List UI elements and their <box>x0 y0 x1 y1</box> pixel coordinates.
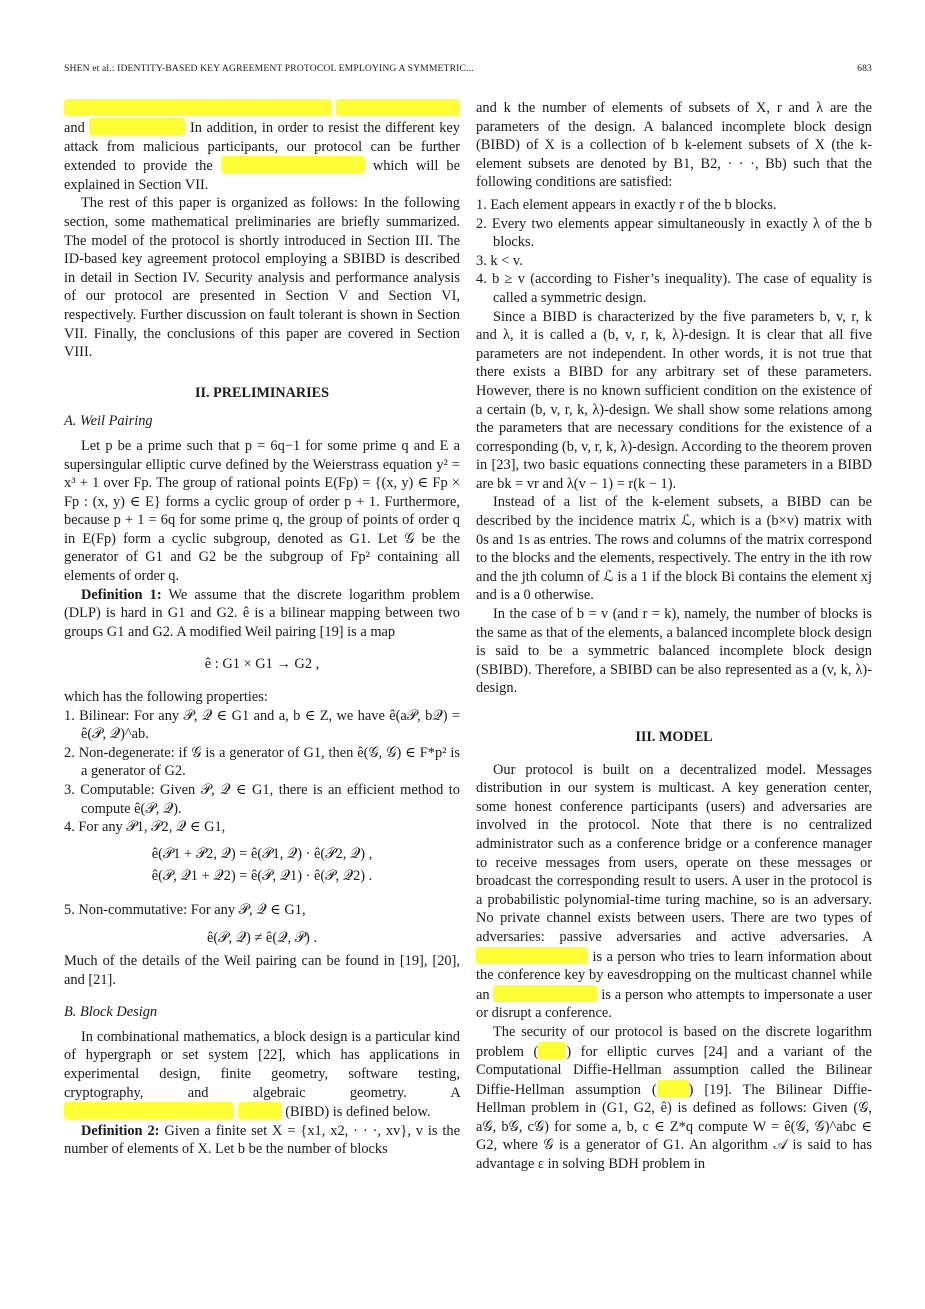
condition-1: 1. Each element appears in exactly r of the b blocks. <box>476 196 777 213</box>
highlight-mark <box>493 985 597 1002</box>
model-text: Our protocol is built on a decentralized model. Messages distribution in our system is multicast. A key generation center, some honest conference participants (users) and adversaries are involved in the protocol. Note that there is no centralized administrator such as a conference bridge or a conference manager to receive messages from users, operate on these messages or broadcast the corresponding result to users. A user in the protocol is a probabilistic polynomial-time turing machine, so is an adversary. No private channel exists between users. There are two types of adversaries: passive adversaries and active adversaries. A <box>476 761 872 945</box>
definition-text: We assume that the discrete logarithm problem (DLP) is hard in G1 and G2. ê is a bilinear mapping between two groups G1 and G2. A modified Weil pairing [19] is a map <box>64 586 460 640</box>
security-text: ) [19]. The Bilinear Diffie-Hellman problem in (G1, G2, ê) is defined as follows: Given (𝒢, a𝒢, b𝒢, c𝒢) for some a, b, c ∈ Z*q compute W = ê(𝒢, 𝒢)^abc ∈ G2, where 𝒢 is a generator of G1. An algorithm 𝒜 is said to has advantage ε in solving BDH problem in <box>476 1081 872 1173</box>
left-column <box>64 99 460 1159</box>
definition-text: Given a finite set X = {x1, x2, · · ·, xv}, v is the number of elements of X. Let b be the number of blocks <box>64 1122 460 1158</box>
definition-2-continued: and k the number of elements of subsets of X, r and λ are the parameters of the design. A balanced incomplete block design (BIBD) of X is a collection of b k-element subsets of X (the k-element subsets are denoted by B1, B2, · · ·, Bb) such that the following conditions are satisfied: <box>476 100 872 191</box>
property-2: 2. Non-degenerate: if 𝒢 is a generator of G1, then ê(𝒢, 𝒢) ∈ F*p² is a generator of G2. <box>64 744 460 780</box>
subsection-heading-block-design: B. Block Design <box>64 1004 158 1021</box>
block-design-text: (BIBD) is defined below. <box>285 1104 431 1121</box>
equation-line: ê(𝒫1 + 𝒫2, 𝒬) = ê(𝒫1, 𝒬) · ê(𝒫2, 𝒬) , <box>151 845 373 862</box>
intro-paragraph <box>64 118 460 194</box>
running-header <box>64 63 872 77</box>
sbibd-paragraph: In the case of b = v (and r = k), namely, the number of blocks is the same as that of the elements, a balanced incomplete block design is said to be a symmetric balanced incomplete block design (SBIBD). Therefore, a SBIBD can be also represented as a (v, k, λ)-design. <box>476 606 872 697</box>
weil-references: Much of the details of the Weil pairing can be found in [19], [20], and [21]. <box>64 952 460 988</box>
properties-intro: which has the following properties: <box>64 689 268 706</box>
section-heading-model: III. MODEL <box>635 729 713 745</box>
property-4: 4. For any 𝒫1, 𝒫2, 𝒬 ∈ G1, <box>64 819 226 836</box>
condition-2: 2. Every two elements appear simultaneously in exactly λ of the b blocks. <box>476 215 872 251</box>
definition-1 <box>64 586 460 642</box>
model-paragraph <box>476 761 872 1023</box>
subsection-heading-weil: A. Weil Pairing <box>64 413 153 430</box>
incidence-paragraph: Instead of a list of the k-element subsets, a BIBD can be described by the incidence matrix ℒ, which is a (b×v) matrix with 0s and 1s as entries. The rows and columns of the matrix correspond to the blocks and the elements, respectively. The entry in the ith row and the jth column of ℒ is a 1 if the block Bi contains the element xj and is a 0 otherwise. <box>476 494 872 604</box>
right-column <box>476 99 872 1174</box>
security-text: The security of our protocol is based on the discrete logarithm problem ( <box>476 1023 872 1060</box>
highlight-mark <box>89 118 185 135</box>
block-design-text: In combinational mathematics, a block design is a particular kind of hypergraph or set system [22], which has applications in experimental design, finite geometry, software testing, cryptography, and algebraic geometry. A <box>64 1028 460 1101</box>
definition-2 <box>64 1122 460 1159</box>
highlight-mark <box>657 1080 689 1097</box>
property-3: 3. Computable: Given 𝒫, 𝒬 ∈ G1, there is an efficient method to compute ê(𝒫, 𝒬). <box>64 782 460 817</box>
security-text: ) for elliptic curves [24] and a variant of the Computational Diffie-Hellman assumption called the Bilinear Diffie-Hellman assumption ( <box>476 1043 872 1098</box>
property-1: 1. Bilinear: For any 𝒫, 𝒬 ∈ G1 and a, b ∈ Z, we have ê(a𝒫, b𝒬) = ê(𝒫, 𝒬)^ab. <box>64 707 460 743</box>
highlight-mark <box>538 1042 566 1059</box>
intro-text: which will be explained in Section VII. <box>64 158 460 193</box>
highlight-bar <box>64 99 460 116</box>
condition-4: 4. b ≥ v (according to Fisher’s inequality). The case of equality is called a symmetric design. <box>476 271 872 306</box>
weil-paragraph: Let p be a prime such that p = 6q−1 for some prime q and E a supersingular elliptic curve defined by the Weierstrass equation y² = x³ + 1 over Fp. The group of rational points E(Fp) = {(x, y) ∈ Fp × Fp : (x, y) ∈ E} forms a cyclic group of order p + 1. Furthermore, because p + 1 = 6q for some prime q, the group of points of order q in E(Fp) form a cyclic subgroup, denoted as G1. Let 𝒢 be the generator of G1 and G2 be the subgroup of Fp² containing all elements of order q. <box>64 437 460 585</box>
intro-text: In addition, in order to resist the different key attack from malicious participants, our protocol can be further extended to provide the <box>64 120 460 175</box>
equation-line: ê(𝒫, 𝒬1 + 𝒬2) = ê(𝒫, 𝒬1) · ê(𝒫, 𝒬2) . <box>151 867 373 884</box>
condition-3: 3. k < v. <box>476 252 523 269</box>
highlight-mark <box>221 156 365 173</box>
highlight-mark <box>238 1102 282 1119</box>
definition-label: Definition 1: <box>81 586 162 603</box>
page-number: 683 <box>857 63 872 74</box>
map-equation: ê : G1 × G1 → G2 , <box>204 656 320 673</box>
highlight-mark <box>64 1102 234 1119</box>
property-5: 5. Non-commutative: For any 𝒫, 𝒬 ∈ G1, <box>64 901 306 918</box>
highlight-mark <box>336 99 460 116</box>
running-header-title: SHEN et al.: IDENTITY-BASED KEY AGREEMENT PROTOCOL EMPLOYING A SYMMETRIC... <box>64 63 474 74</box>
outline-paragraph: The rest of this paper is organized as follows: In the following section, some mathematical preliminaries are briefly summarized. The model of the protocol is shortly introduced in Section III. The ID-based key agreement protocol employing a SBIBD is described in detail in Section IV. Security analysis and performance analysis of our protocol are presented in Section V and Section VI, respectively. Further discussion on fault tolerant is shown in Section VII. Finally, the conclusions of this paper are covered in Section VIII. <box>64 195 460 361</box>
security-paragraph <box>476 1023 872 1174</box>
highlight-mark <box>476 947 588 964</box>
intro-text: and <box>64 120 85 136</box>
definition-label: Definition 2: <box>81 1122 160 1139</box>
highlight-mark <box>64 99 332 116</box>
block-design-paragraph <box>64 1028 460 1122</box>
section-heading-preliminaries: II. PRELIMINARIES <box>194 384 330 401</box>
bibd-paragraph: Since a BIBD is characterized by the five parameters b, v, r, k and λ, it is called a (b, v, r, k, λ)-design. It is clear that all five parameters are not independent. In other words, it is not true that there exists a BIBD for any arbitrary set of these parameters. However, there is no known sufficient condition on the existence of a certain (b, v, r, k, λ)-design. We shall show some relations among the parameters that are necessary conditions for the existence of a corresponding (b, v, r, k, λ)-design. According to the theorem proven in [23], two basic equations connecting these parameters in a BIBD are bk = vr and λ(v − 1) = r(k − 1). <box>476 308 872 492</box>
property-5-equation: ê(𝒫, 𝒬) ≠ ê(𝒬, 𝒫) . <box>206 930 318 947</box>
model-text: is a person who tries to learn information about the conference key by eavesdropping on the multicast channel while an <box>476 948 872 1003</box>
model-text: is a person who attempts to impersonate a user or disrupt a conference. <box>476 986 873 1022</box>
property-4-equations <box>64 843 460 887</box>
